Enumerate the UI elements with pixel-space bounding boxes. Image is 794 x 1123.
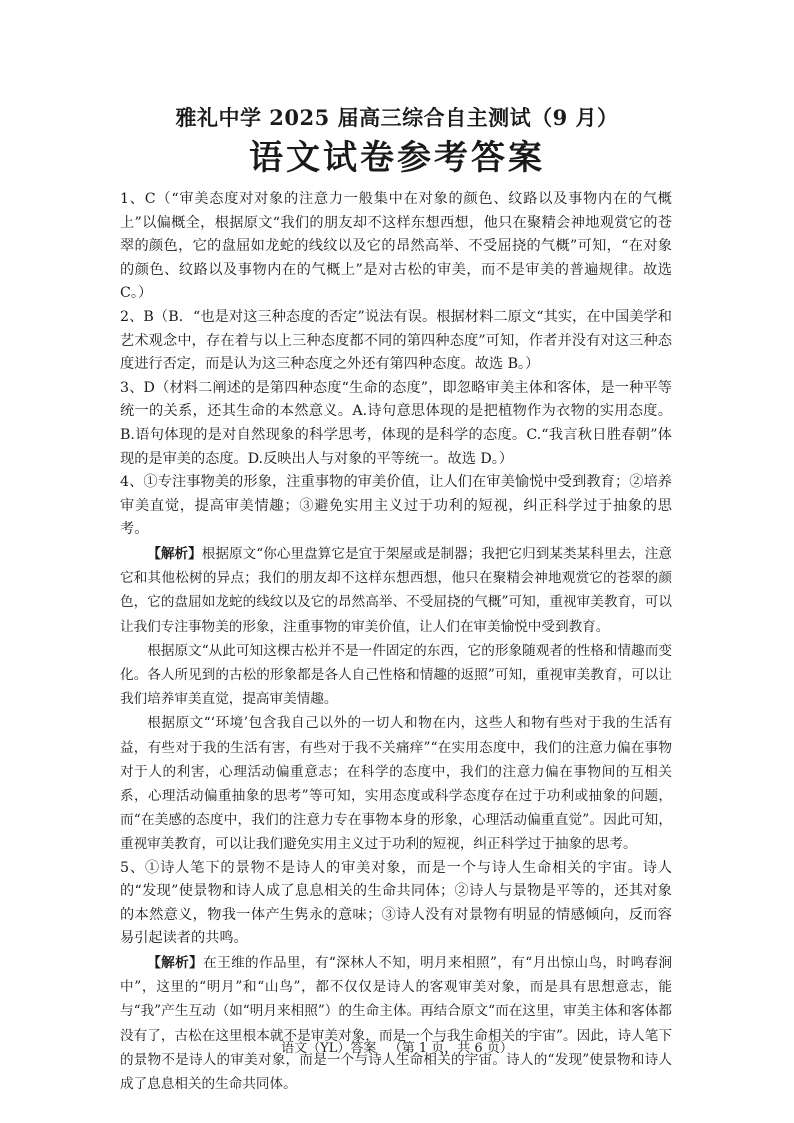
document-title: 语文试卷参考答案 xyxy=(249,138,545,178)
answer-5: 5、①诗人笔下的景物不是诗人的审美对象，而是一个与诗人生命相关的宇宙。诗人的“发现”使景物和诗人成了息息相关的生命共同体；②诗人与景物是平等的，还其对象的本然意义，物我一体产生隽永的意味；③诗人没有对景物有明显的情感倾向，反而容易引起读者的共鸣。 xyxy=(120,859,672,947)
explanation-4-para-1 xyxy=(120,542,672,639)
explanation-tag: 【解析】 xyxy=(147,954,204,971)
answer-4: 4、①专注事物美的形象，注重事物的审美价值，让人们在审美愉悦中受到教育；②培养审美直觉，提高审美情趣；③避免实用主义过于功利的短视，纠正科学过于抽象的思考。 xyxy=(120,474,672,538)
explanation-text: 根据原文“你心里盘算它是宜于架屋或是制器；我把它归到某类某科里去，注意它和其他松树的异点；我们的朋友却不这样东想西想，他只在聚精会神地观赏它的苍翠的颜色，它的盘屈如龙蛇的线纹以及它的昂然高举、不受屈挠的气概”可知，重视审美教育，可以让我们专注事物美的形象，注重事物的审美价值，让人们在审美愉悦中受到教育。 xyxy=(120,545,672,635)
footer-text: 语文（YL）答案 （第 1 页，共 6 页） xyxy=(281,1041,513,1056)
answer-2: 2、B（B．“也是对这三种态度的否定”说法有误。根据材料二原文“其实，在中国美学和艺术观念中，存在着与以上三种态度都不同的第四种态度”可知，作者并没有对这三种态度进行否定，而是认为这三种态度之外还有第四种态度。故选 B。） xyxy=(120,308,672,373)
page-footer xyxy=(0,1040,794,1058)
answer-1: 1、C（“审美态度对对象的注意力一般集中在对象的颜色、纹路以及事物内在的气概上”以偏概全，根据原文“我们的朋友却不这样东想西想，他只在聚精会神地观赏它的苍翠的颜色，它的盘屈如龙蛇的线纹以及它的昂然高举、不受屈挠的气概”可知，“在对象的颜色、纹路以及事物内在的气概上”是对古松的审美，而不是审美的普遍规律。故选 C。） xyxy=(120,191,672,302)
explanation-4-para-2: 根据原文“从此可知这棵古松并不是一件固定的东西，它的形象随观者的性格和情趣而变化。各人所见到的古松的形象都是各人自己性格和情趣的返照”可知，重视审美教育，可以让我们培养审美直觉，提高审美情趣。 xyxy=(120,642,672,708)
answer-3: 3、D（材料二阐述的是第四种态度“生命的态度”，即忽略审美主体和客体，是一种平等统一的关系，还其生命的本然意义。A.诗句意思体现的是把植物作为衣物的实用态度。B.语句体现的是对自然现象的科学思考，体现的是科学的态度。C.“我言秋日胜春朝”体现的是审美的态度。D.反映出人与对象的平等统一。故选 D。） xyxy=(120,379,672,467)
exam-title: 雅礼中学 2025 届高三综合自主测试（9 月） xyxy=(175,105,619,130)
explanation-text: 在王维的作品里，有“深林人不知，明月来相照”，有“月出惊山鸟，时鸣春涧中”，这里的“明月”和“山鸟”，都不仅仅是诗人的客观审美对象，而是具有思想意志，能与“我”产生互动（如“明月来相照”）的生命主体。再结合原文“而在这里，审美主体和客体都没有了，古松在这里根本就不是审美对象，而是一个与我生命相关的宇宙”。因此，诗人笔下的景物不是诗人的审美对象，而是一个与诗人生命相关的宇宙。诗人的“发现”使景物和诗人成了息息相关的生命共同体。 xyxy=(120,954,672,1092)
answer-content xyxy=(120,188,672,1096)
explanation-5-para-1 xyxy=(120,951,672,1096)
explanation-4-para-3: 根据原文“‘环境’包含我自己以外的一切人和物在内，这些人和物有些对于我的生活有益，有些对于我的生活有害，有些对于我不关痛痒”“在实用态度中，我们的注意力偏在事物对于人的利害，心理活动偏重意志；在科学的态度中，我们的注意力偏在事物间的互相关系，心理活动偏重抽象的思考”等可知，实用态度或科学态度存在过于功利或抽象的问题，而“在美感的态度中，我们的注意力专在事物本身的形象，心理活动偏重直觉”。因此可知，重视审美教育，可以让我们避免实用主义过于功利的短视，纠正科学过于抽象的思考。 xyxy=(120,715,672,853)
explanation-tag: 【解析】 xyxy=(147,545,202,562)
